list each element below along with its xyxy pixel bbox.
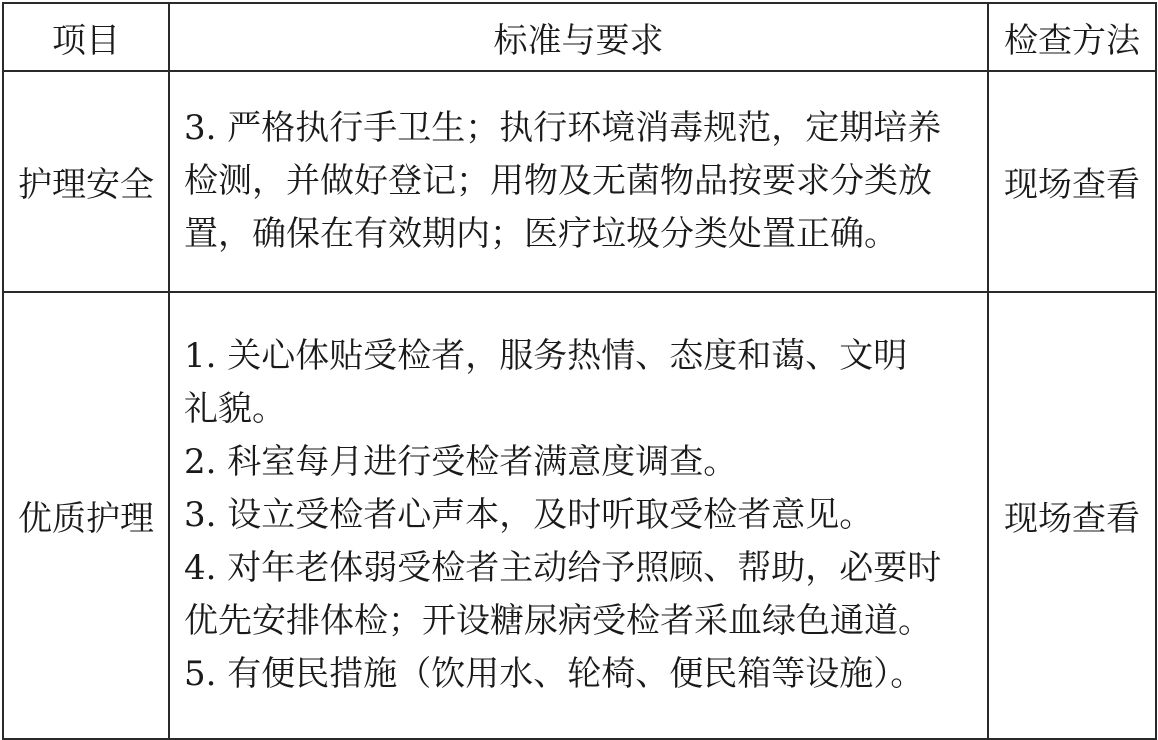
standard-line: 礼貌。	[184, 389, 286, 429]
standard-line: 1. 关心体贴受检者，服务热情、态度和蔼、文明	[184, 336, 908, 376]
standard-line: 检测，并做好登记；用物及无菌物品按要求分类放	[184, 161, 932, 201]
header-method: 检查方法	[988, 3, 1156, 71]
row-item-cell: 优质护理	[3, 292, 169, 739]
standards-table	[2, 2, 1157, 740]
row-standard-cell	[169, 292, 988, 739]
row-item-cell: 护理安全	[3, 71, 169, 292]
standard-line: 3. 严格执行手卫生；执行环境消毒规范，定期培养	[184, 108, 942, 148]
standard-line: 2. 科室每月进行受检者满意度调查。	[184, 442, 738, 482]
row-method-cell: 现场查看	[988, 292, 1156, 739]
standard-line: 3. 设立受检者心声本，及时听取受检者意见。	[184, 495, 874, 535]
header-row	[3, 3, 1156, 71]
table-row	[3, 292, 1156, 739]
table-row	[3, 71, 1156, 292]
standard-line: 4. 对年老体弱受检者主动给予照顾、帮助，必要时	[184, 548, 942, 588]
header-item: 项目	[3, 3, 169, 71]
standard-line: 优先安排体检；开设糖尿病受检者采血绿色通道。	[184, 601, 932, 641]
standard-line: 置，确保在有效期内；医疗垃圾分类处置正确。	[184, 214, 898, 254]
row-standard-cell	[169, 71, 988, 292]
standard-line: 5. 有便民措施（饮用水、轮椅、便民箱等设施）。	[184, 654, 925, 694]
header-standard: 标准与要求	[169, 3, 988, 71]
row-method-cell: 现场查看	[988, 71, 1156, 292]
